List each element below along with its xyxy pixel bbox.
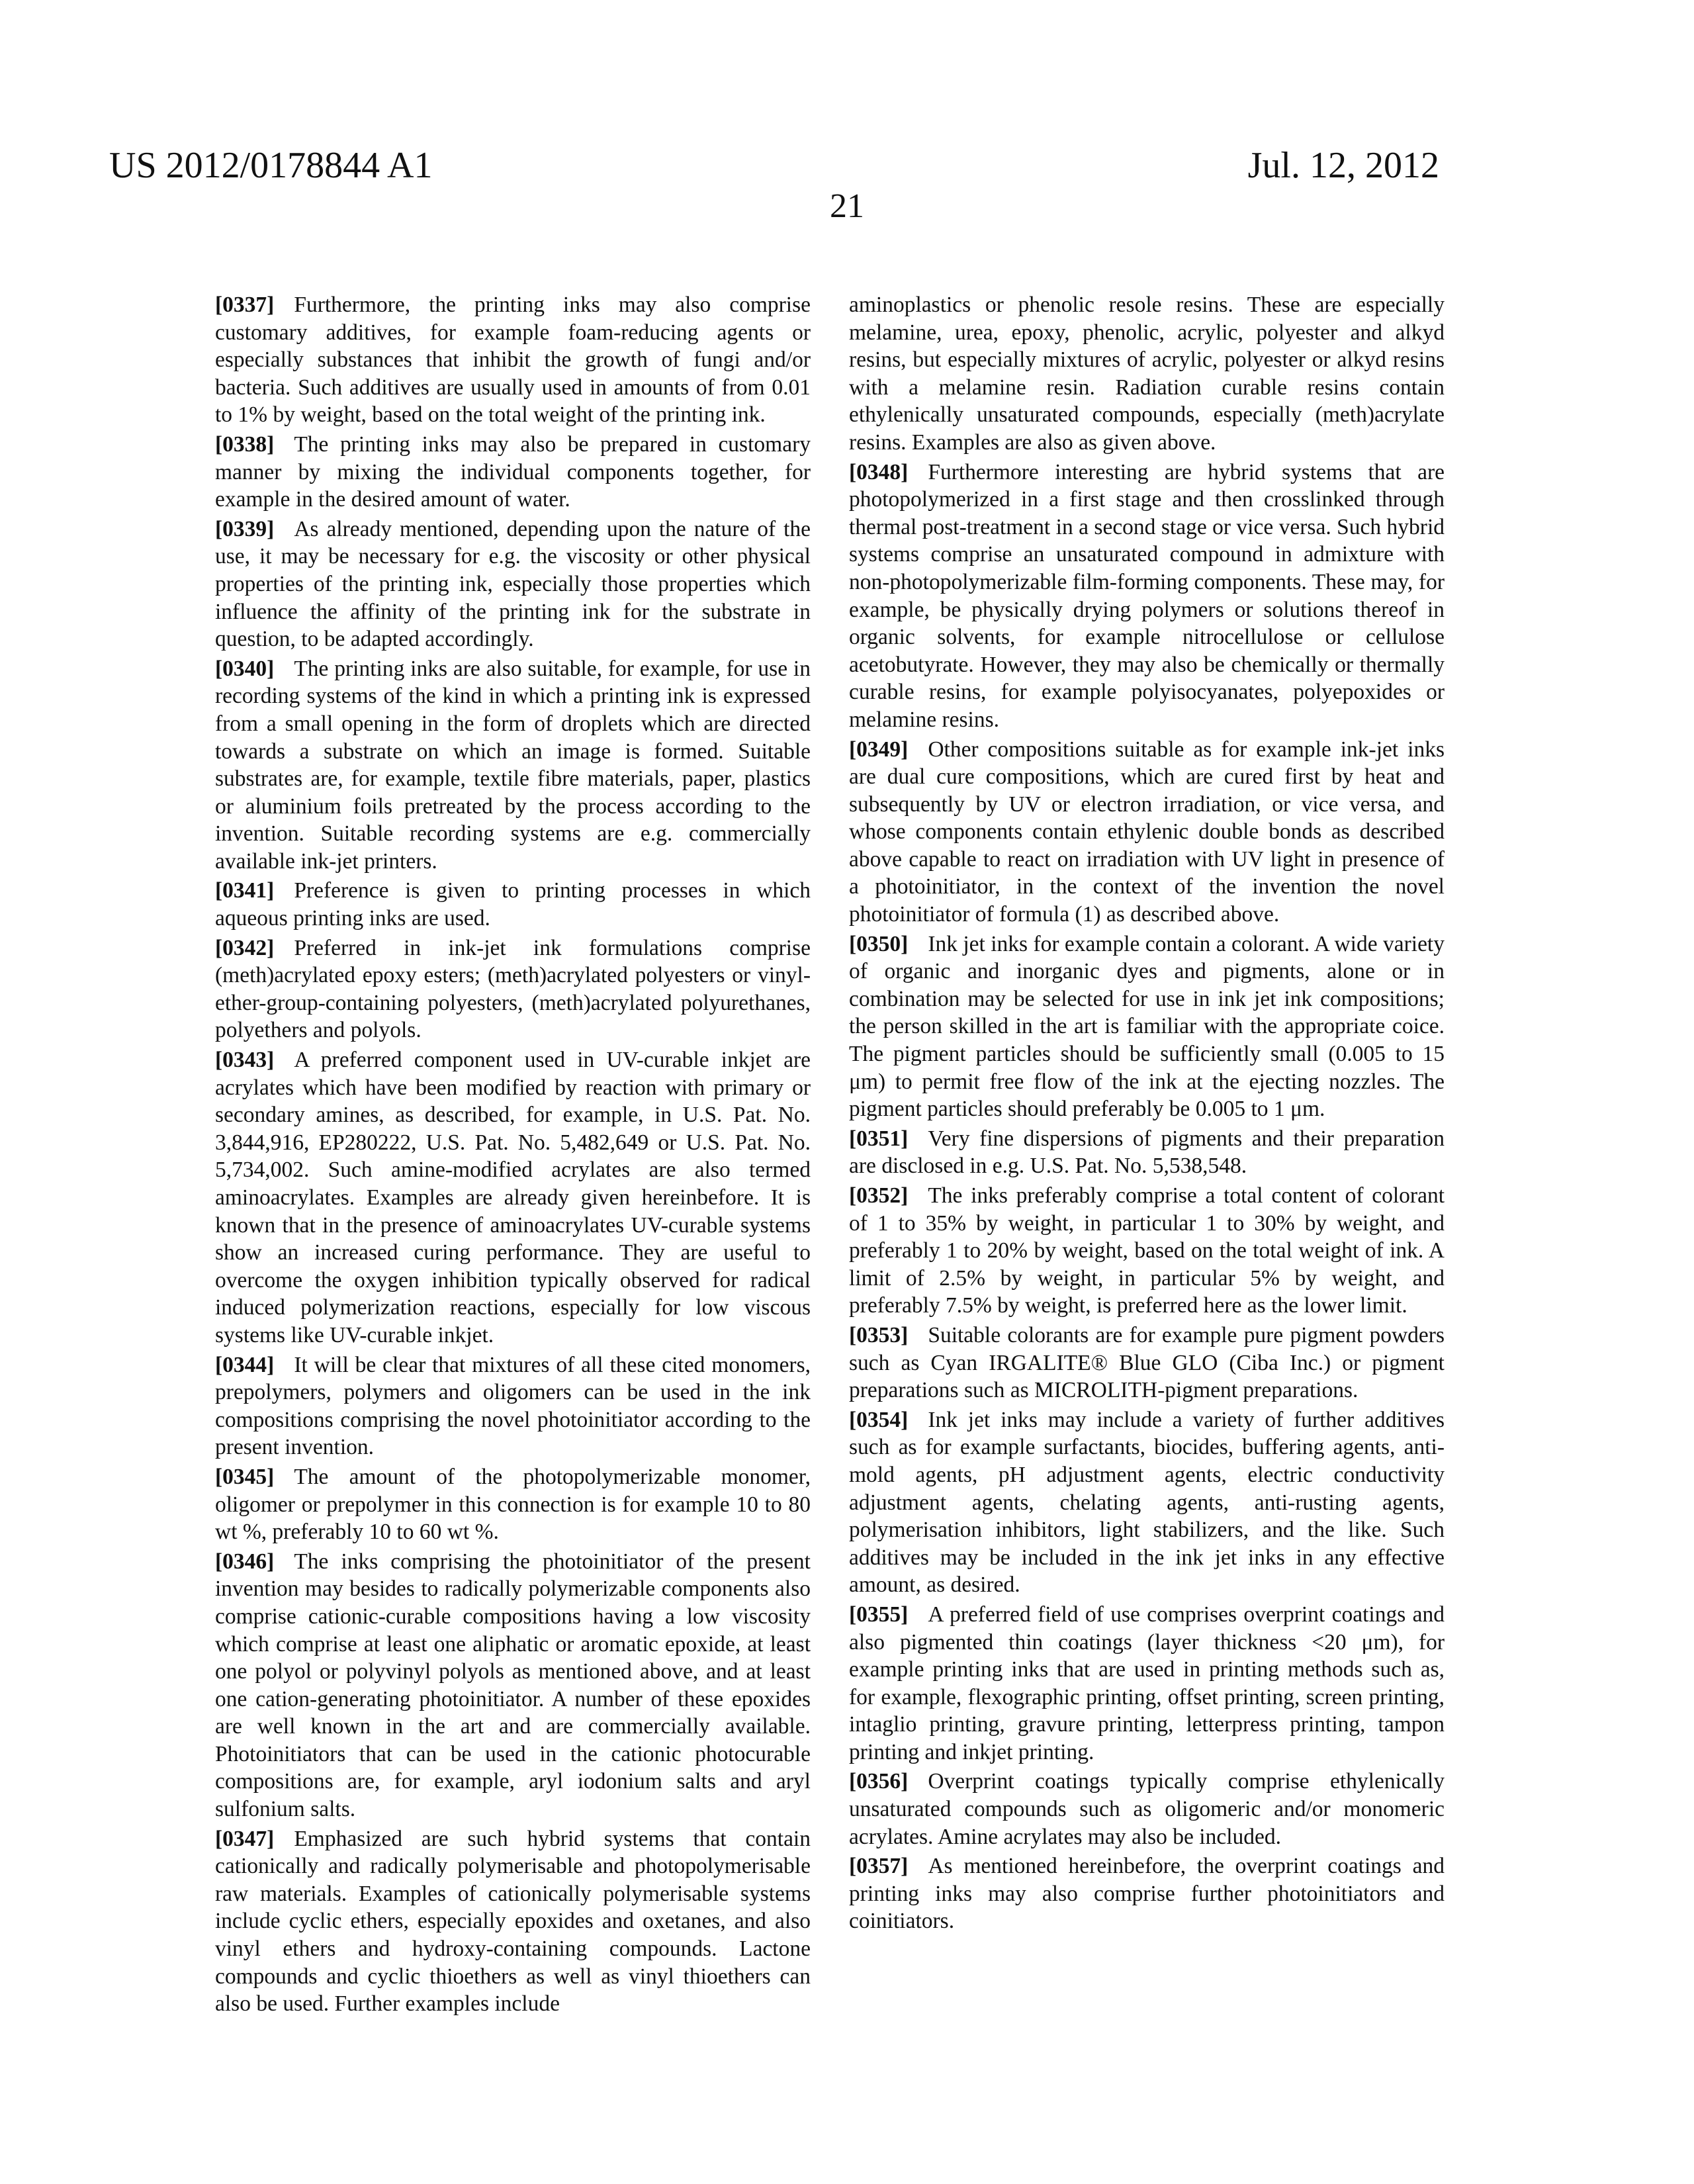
paragraph [849,1601,1445,1766]
paragraph [215,1825,811,2018]
paragraph-text: Preferred in ink-jet ink formulations comprise (meth)acrylated epoxy esters; (meth)acrylated polyesters or vinyl-ether-group-containing polyesters, (meth)acrylated polyurethanes, polyethers and polyols. [215,936,811,1043]
paragraph-number: [0338] [215,432,274,457]
paragraph-text: Other compositions suitable as for example ink-jet inks are dual cure compositions, which are cured first by heat and subsequently by UV or electron irradiation, or vice versa, and whose components contain ethylenic double bonds as described above capable to react on irradiation with UV light in presence of a photoinitiator, in the context of the invention the novel photoinitiator of formula (1) as described above. [849,737,1445,927]
paragraph [849,1768,1445,1850]
paragraph-number: [0350] [849,932,908,956]
paragraph [849,736,1445,929]
paragraph-number: [0352] [849,1183,908,1208]
paragraph-text: Furthermore, the printing inks may also comprise customary additives, for example foam-reducing agents or especially substances that inhibit the growth of fungi and/or bacteria. Such additives are usually used in amounts of from 0.01 to 1% by weight, based on the total weight of the printing ink. [215,293,811,427]
paragraph-number: [0353] [849,1323,908,1347]
paragraph [215,516,811,653]
paragraph-text: Suitable colorants are for example pure pigment powders such as Cyan IRGALITE® Blue GLO (Ciba Inc.) or pigment preparations such as MICROLITH-pigment preparations. [849,1323,1445,1402]
paragraph-text: Ink jet inks may include a variety of further additives such as for example surfactants, biocides, buffering agents, anti-mold agents, pH adjustment agents, electric conductivity adjustment agents, chelating agents, anti-rusting agents, polymerisation inhibitors, light stabilizers, and the like. Such additives may be included in the ink jet inks in any effective amount, as desired. [849,1408,1445,1598]
paragraph-text: As mentioned hereinbefore, the overprint coatings and printing inks may also comprise further photoinitiators and coinitiators. [849,1854,1445,1933]
publication-number: US 2012/0178844 A1 [109,144,433,187]
paragraph-text: It will be clear that mixtures of all these cited monomers, prepolymers, polymers and oligomers can be used in the ink compositions comprising the novel photoinitiator according to the present invention. [215,1353,811,1460]
paragraph-number: [0351] [849,1126,908,1151]
paragraph-number: [0341] [215,878,274,903]
paragraph-text: The printing inks may also be prepared in customary manner by mixing the individual components together, for example in the desired amount of water. [215,432,811,512]
paragraph-number: [0357] [849,1854,908,1878]
paragraph [215,877,811,932]
paragraph-text: A preferred component used in UV-curable inkjet are acrylates which have been modified by reaction with primary or secondary amines, as described, for example, in U.S. Pat. No. 3,844,916, EP280222, U.S. Pat. No. 5,482,649 or U.S. Pat. No. 5,734,002. Such amine-modified acrylates are also termed aminoacrylates. Examples are already given hereinbefore. It is known that in the presence of aminoacrylates UV-curable systems show an increased curing performance. They are useful to overcome the oxygen inhibition typically observed for radical induced polymerization reactions, especially for low viscous systems like UV-curable inkjet. [215,1048,811,1347]
paragraph [849,459,1445,734]
paragraph-number: [0348] [849,460,908,484]
paragraph [215,655,811,876]
paragraph-number: [0346] [215,1549,274,1574]
paragraph-text: The inks comprising the photoinitiator of the present invention may besides to radically polymerizable components also comprise cationic-curable compositions having a low viscosity which comprise at least one aliphatic or aromatic epoxide, at least one polyol or polyvinyl polyols as mentioned above, and at least one cation-generating photoinitiator. A number of these epoxides are well known in the art and are commercially available. Photoinitiators that can be used in the cationic photocurable compositions are, for example, aryl iodonium salts and aryl sulfonium salts. [215,1549,811,1821]
paragraph [849,291,1445,457]
paragraph-text: As already mentioned, depending upon the nature of the use, it may be necessary for e.g. the viscosity or other physical properties of the printing ink, especially those properties which influence the affinity of the printing ink for the substrate in question, to be adapted accordingly. [215,517,811,651]
paragraph-number: [0347] [215,1827,274,1851]
paragraph [215,1351,811,1461]
paragraph-text: Furthermore interesting are hybrid systems that are photopolymerized in a first stage and then crosslinked through thermal post-treatment in a second stage or vice versa. Such hybrid systems comprise an unsaturated compound in admixture with non-photopolymerizable film-forming components. These may, for example, be physically drying polymers or solutions thereof in organic solvents, for example nitrocellulose or cellulose acetobutyrate. However, they may also be chemically or thermally curable resins, for example polyisocyanates, polyepoxides or melamine resins. [849,460,1445,732]
page-number: 21 [0,187,1694,226]
paragraph [215,1046,811,1349]
paragraph-number: [0339] [215,517,274,541]
paragraph-number: [0337] [215,293,274,317]
paragraph-text: The inks preferably comprise a total content of colorant of 1 to 35% by weight, in particular 1 to 30% by weight, and preferably 1 to 20% by weight, based on the total weight of ink. A limit of 2.5% by weight, in particular 5% by weight, and preferably 7.5% by weight, is preferred here as the lower limit. [849,1183,1445,1318]
paragraph-text: The amount of the photopolymerizable monomer, oligomer or prepolymer in this connection is for example 10 to 80 wt %, preferably 10 to 60 wt %. [215,1465,811,1544]
paragraph [849,1125,1445,1180]
paragraph [215,934,811,1044]
paragraph [215,291,811,429]
paragraph-number: [0354] [849,1408,908,1432]
paragraph-text: Ink jet inks for example contain a colorant. A wide variety of organic and inorganic dyes and pigments, alone or in combination may be selected for use in ink jet ink compositions; the person skilled in the art is familiar with the appropriate coice. The pigment particles should be sufficiently small (0.005 to 15 μm) to permit free flow of the ink at the ejecting nozzles. The pigment particles should preferably be 0.005 to 1 μm. [849,932,1445,1122]
paragraph [849,1406,1445,1599]
paragraph-number: [0342] [215,936,274,960]
paragraph-number: [0349] [849,737,908,762]
paragraph [849,1322,1445,1404]
paragraph [849,1852,1445,1935]
paragraph-number: [0355] [849,1602,908,1627]
paragraph-text: Very fine dispersions of pigments and their preparation are disclosed in e.g. U.S. Pat. No. 5,538,548. [849,1126,1445,1179]
paragraph-number: [0345] [215,1465,274,1489]
paragraph-number: [0343] [215,1048,274,1072]
paragraph-number: [0344] [215,1353,274,1377]
paragraph [849,1182,1445,1320]
right-column [849,291,1445,1937]
paragraph-text: A preferred field of use comprises overprint coatings and also pigmented thin coatings (layer thickness <20 μm), for example printing inks that are used in printing methods such as, for example, flexographic printing, offset printing, screen printing, intaglio printing, gravure printing, letterpress printing, tampon printing and inkjet printing. [849,1602,1445,1764]
paragraph [215,431,811,514]
paragraph [849,931,1445,1123]
paragraph-text: Overprint coatings typically comprise ethylenically unsaturated compounds such as oligomeric and/or monomeric acrylates. Amine acrylates may also be included. [849,1769,1445,1848]
paragraph-text: Emphasized are such hybrid systems that contain cationically and radically polymerisable and photopolymerisable raw materials. Examples of cationically polymerisable systems include cyclic ethers, especially epoxides and oxetanes, and also vinyl ethers and hydroxy-containing compounds. Lactone compounds and cyclic thioethers as well as vinyl thioethers can also be used. Further examples include [215,1827,811,2017]
paragraph-text: aminoplastics or phenolic resole resins. These are especially melamine, urea, epoxy, phenolic, acrylic, polyester and alkyd resins, but especially mixtures of acrylic, polyester or alkyd resins with a melamine resin. Radiation curable resins contain ethylenically unsaturated compounds, especially (meth)acrylate resins. Examples are also as given above. [849,293,1445,455]
publication-date: Jul. 12, 2012 [1248,144,1439,187]
paragraph [215,1463,811,1546]
paragraph-text: The printing inks are also suitable, for example, for use in recording systems of the kind in which a printing ink is expressed from a small opening in the form of droplets which are directed towards a substrate on which an image is formed. Suitable substrates are, for example, textile fibre materials, paper, plastics or aluminium foils pretreated by the process according to the invention. Suitable recording systems are e.g. commercially available ink-jet printers. [215,657,811,874]
left-column [215,291,811,2020]
paragraph-number: [0340] [215,657,274,681]
paragraph-number: [0356] [849,1769,908,1794]
paragraph [215,1548,811,1823]
paragraph-text: Preference is given to printing processes in which aqueous printing inks are used. [215,878,811,931]
